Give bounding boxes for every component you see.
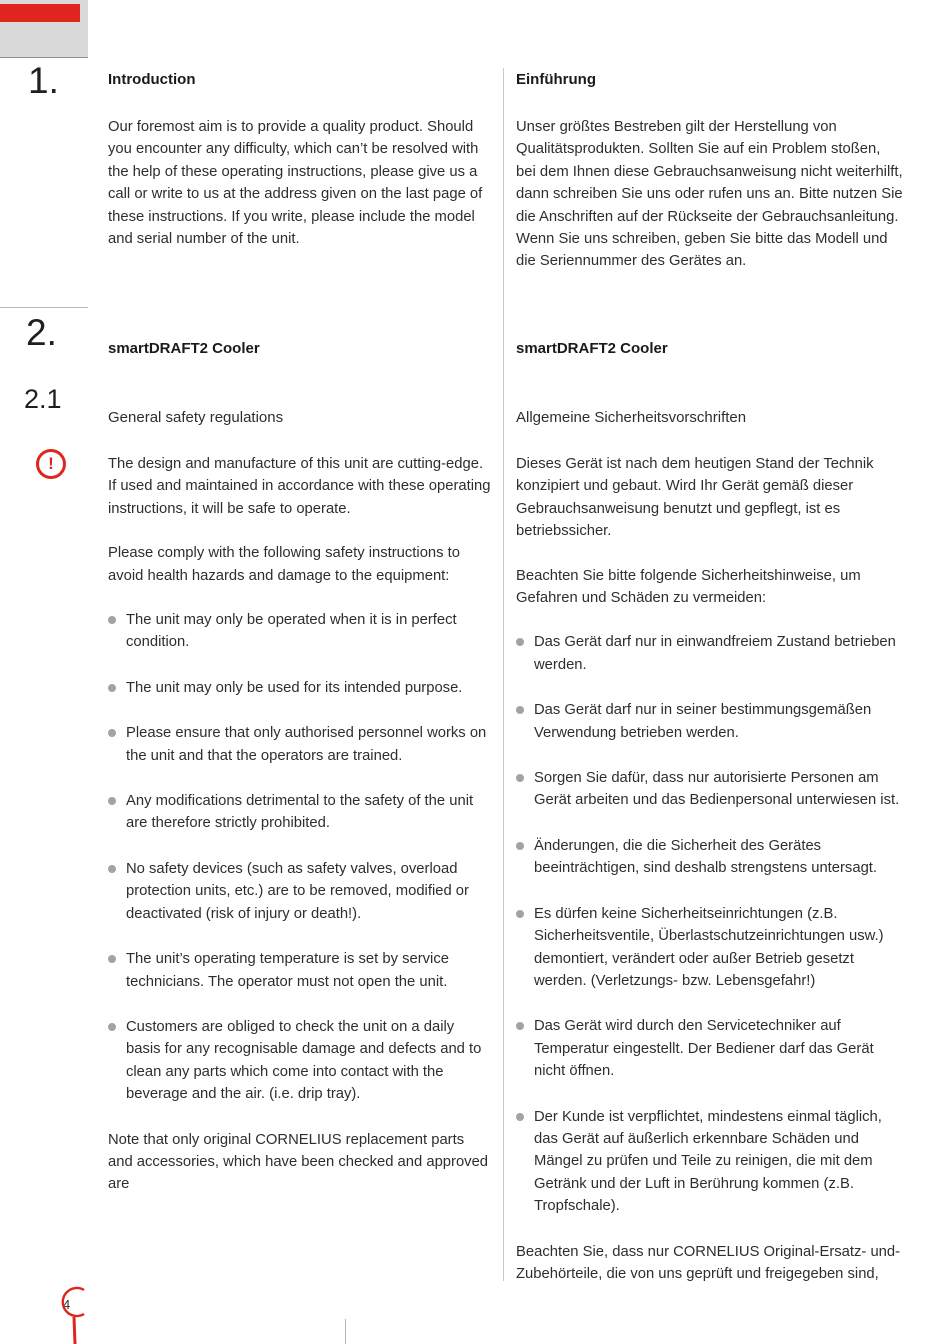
bullet-icon: [108, 1023, 116, 1031]
bullet-text: The unit may only be operated when it is in perfect condition.: [126, 612, 457, 651]
intro-heading-de: Einführung: [516, 71, 596, 88]
section-number-1: 1.: [28, 60, 59, 101]
bullet-icon: [108, 865, 116, 873]
closing-paragraph-en: Note that only original CORNELIUS replacement parts and accessories, which have been checked and approved are: [108, 1131, 489, 1193]
cooler-heading-de: smartDRAFT2 Cooler: [516, 340, 668, 357]
bullet-icon: [108, 684, 116, 692]
safety-bullet-list-de: [516, 631, 904, 1217]
brand-red-bar: [0, 4, 80, 22]
english-column: [108, 0, 491, 1344]
warning-icon: !: [36, 449, 66, 479]
list-item: [516, 1015, 904, 1082]
bullet-icon: [108, 729, 116, 737]
bullet-icon: [516, 638, 524, 646]
bullet-icon: [516, 910, 524, 918]
list-item: [516, 1106, 904, 1218]
column-divider-line: [503, 68, 504, 1281]
bullet-text: Es dürfen keine Sicherheitseinrichtungen (z.B. Sicherheitsventile, Überlastschutzeinrichtungen usw.) demontiert, verändert oder außer Betrieb gesetzt werden. (Verletzungs- bzw. Lebensgefahr!): [534, 905, 884, 989]
intro-heading-en: Introduction: [108, 71, 196, 88]
list-item: [516, 903, 904, 993]
german-column: [516, 0, 904, 1344]
list-item: [108, 858, 491, 925]
cooler-heading-en: smartDRAFT2 Cooler: [108, 340, 260, 357]
bullet-icon: [516, 1113, 524, 1121]
bullet-icon: [108, 616, 116, 624]
bullet-icon: [516, 1022, 524, 1030]
list-item: [516, 767, 904, 812]
safety-bullet-list-en: [108, 609, 491, 1106]
safety-body-en: [108, 453, 491, 1196]
list-item: [516, 699, 904, 744]
intro-paragraph-en: Our foremost aim is to provide a quality product. Should you encounter any difficulty, which can’t be resolved with the help of these operating instructions, please give us a call or write to us at the address given on the last page of these instructions. If you write, please include the model and serial number of the unit.: [108, 119, 483, 248]
bullet-icon: [516, 842, 524, 850]
bullet-text: No safety devices (such as safety valves, overload protection units, etc.) are to be removed, modified or deactivated (risk of injury or death!).: [126, 860, 469, 922]
safety-paragraph-2-en: Please comply with the following safety instructions to avoid health hazards and damage to the equipment:: [108, 545, 461, 584]
safety-heading-en: General safety regulations: [108, 409, 284, 426]
section-number-2-1: 2.1: [24, 384, 62, 414]
brand-swoosh-icon: [50, 1285, 98, 1344]
bullet-text: Sorgen Sie dafür, dass nur autorisierte Personen am Gerät arbeiten und das Bedienpersonal unterwiesen ist.: [534, 770, 900, 809]
bullet-text: Der Kunde ist verpflichtet, mindestens einmal täglich, das Gerät auf äußerlich erkennbare Schäden und Mängel zu prüfen und Teile zu reinigen, die mit dem Getränk und der Luft in Berührung kommen (z.B. Tropfschale).: [534, 1108, 882, 1215]
bullet-text: The unit may only be used for its intended purpose.: [126, 679, 463, 696]
bullet-icon: [516, 706, 524, 714]
section-number-2: 2.: [26, 312, 57, 353]
fold-mark: [345, 1319, 346, 1344]
bullet-icon: [516, 774, 524, 782]
closing-paragraph-de: Beachten Sie, dass nur CORNELIUS Original-Ersatz- und- Zubehörteile, die von uns geprüft und freigegeben sind,: [516, 1243, 901, 1282]
bullet-text: Please ensure that only authorised personnel works on the unit and that the operators are trained.: [126, 725, 487, 764]
list-item: [108, 677, 491, 699]
bullet-text: The unit’s operating temperature is set by service technicians. The operator must not open the unit.: [126, 951, 449, 990]
safety-body-de: [516, 453, 904, 1285]
list-item: [516, 631, 904, 676]
safety-paragraph-1-en: The design and manufacture of this unit are cutting-edge. If used and maintained in accordance with these operating instructions, it will be safe to operate.: [108, 456, 491, 517]
safety-paragraph-1-de: Dieses Gerät ist nach dem heutigen Stand der Technik konzipiert und gebaut. Wird Ihr Gerät gemäß dieser Gebrauchsanweisung benutzt und gepflegt, ist es betriebssicher.: [516, 456, 874, 540]
bullet-text: Das Gerät wird durch den Servicetechniker auf Temperatur eingestellt. Der Bediener darf das Gerät nicht öffnen.: [534, 1018, 874, 1080]
list-item: [108, 609, 491, 654]
intro-paragraph-de: Unser größtes Bestreben gilt der Herstellung von Qualitätsprodukten. Sollten Sie auf ein Problem stoßen, bei dem Ihnen diese Gebrauchsanweisung nicht weiterhilft, dann schreiben Sie uns oder rufen uns an. Bitte nutzen Sie die Anschriften auf der Rückseite der Gebrauchsanleitung. Wenn Sie uns schreiben, geben Sie bitte das Modell und die Seriennummer des Gerätes an.: [516, 119, 903, 270]
bullet-text: Das Gerät darf nur in seiner bestimmungsgemäßen Verwendung betrieben werden.: [534, 702, 872, 741]
page-number: 4: [63, 1297, 71, 1312]
bullet-icon: [108, 955, 116, 963]
bullet-text: Das Gerät darf nur in einwandfreiem Zustand betrieben werden.: [534, 634, 896, 673]
safety-heading-de: Allgemeine Sicherheitsvorschriften: [516, 409, 747, 426]
bullet-text: Any modifications detrimental to the safety of the unit are therefore strictly prohibited.: [126, 793, 474, 832]
section-divider-line: [0, 307, 88, 308]
bullet-icon: [108, 797, 116, 805]
bullet-text: Änderungen, die die Sicherheit des Gerätes beeinträchtigen, sind deshalb strengstens untersagt.: [534, 837, 878, 877]
list-item: [108, 722, 491, 767]
list-item: [108, 790, 491, 835]
bullet-text: Customers are obliged to check the unit on a daily basis for any recognisable damage and defects and to clean any parts which come into contact with the beverage and the air. (i.e. drip tray).: [126, 1018, 482, 1103]
safety-paragraph-2-de: Beachten Sie bitte folgende Sicherheitshinweise, um Gefahren und Schäden zu vermeiden:: [516, 567, 861, 607]
list-item: [108, 1016, 491, 1106]
list-item: [108, 948, 491, 993]
list-item: [516, 835, 904, 880]
